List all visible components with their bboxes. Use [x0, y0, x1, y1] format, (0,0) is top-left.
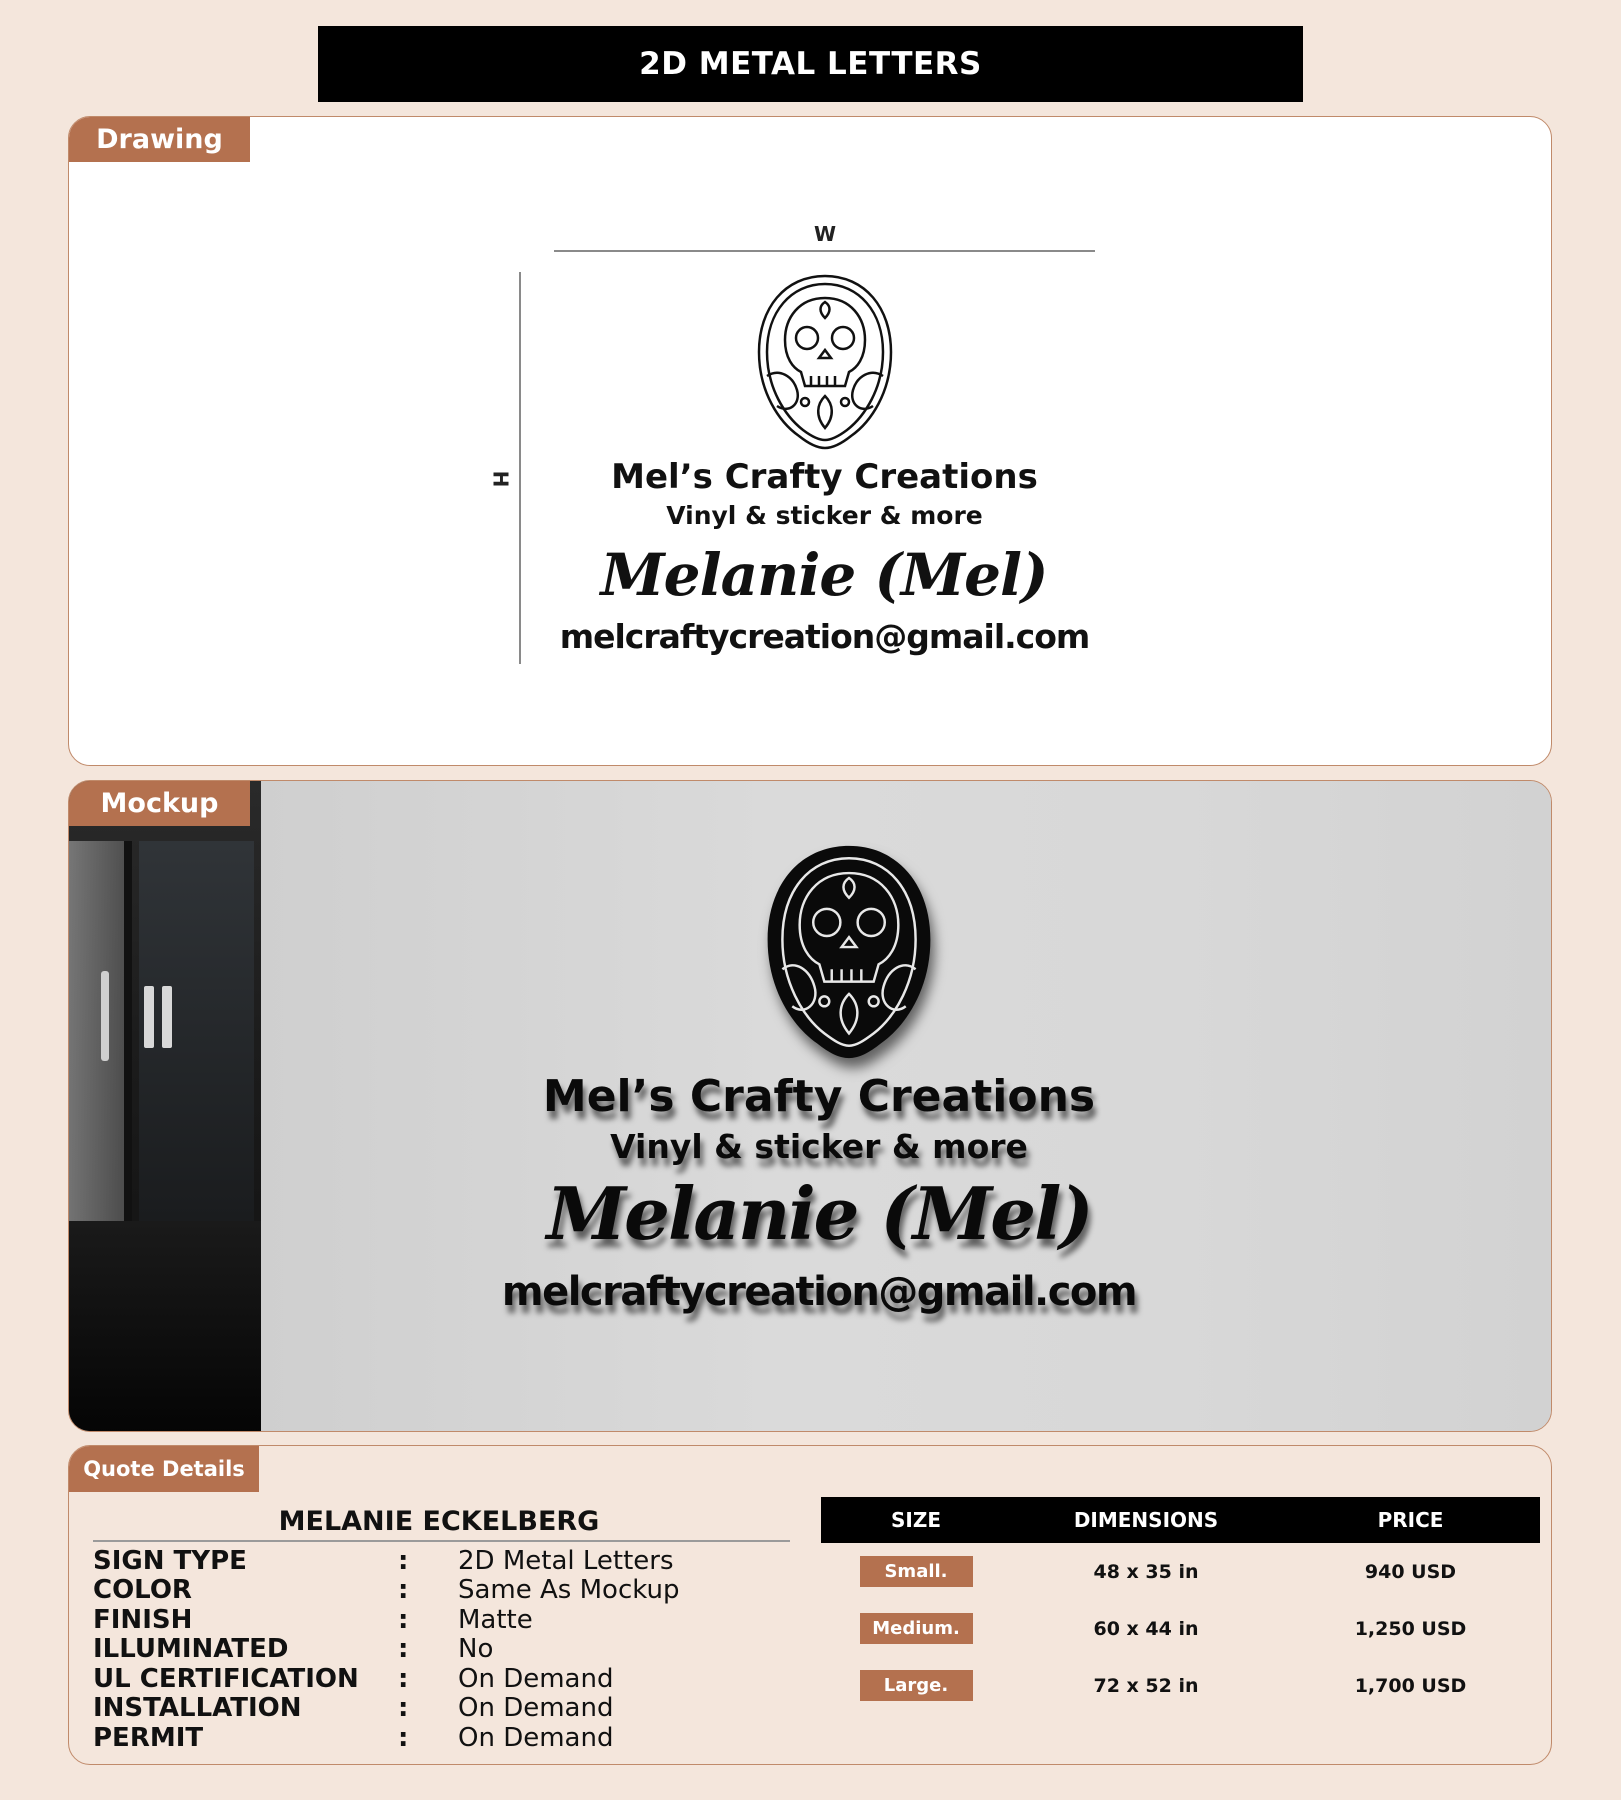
price-cell: 940 USD — [1364, 1560, 1457, 1583]
spec-separator: : — [398, 1722, 409, 1753]
spec-value: 2D Metal Letters — [458, 1545, 674, 1576]
spec-separator: : — [398, 1634, 409, 1665]
page-title: 2D METAL LETTERS — [318, 26, 1303, 102]
table-row — [821, 1657, 1540, 1714]
mockup-owner-name: Melanie (Mel) — [546, 1171, 1092, 1256]
drawing-tagline: Vinyl & sticker & more — [666, 501, 983, 530]
mockup-panel — [68, 780, 1552, 1432]
spec-value: On Demand — [458, 1663, 614, 1694]
door-frame — [124, 841, 132, 1221]
size-cell — [821, 1556, 1011, 1587]
table-row — [821, 1600, 1540, 1657]
spec-value: No — [458, 1634, 494, 1665]
spec-label: COLOR — [93, 1575, 192, 1606]
door-handle — [144, 986, 154, 1048]
width-dimension-label: W — [814, 222, 837, 246]
size-badge: Small. — [860, 1556, 973, 1587]
floor — [69, 1221, 261, 1432]
spec-separator: : — [398, 1604, 409, 1635]
spec-row — [93, 1605, 680, 1635]
mockup-email: melcraftycreation@gmail.com — [501, 1269, 1137, 1315]
door-handle — [162, 986, 172, 1048]
spec-separator: : — [398, 1545, 409, 1576]
spec-row — [93, 1694, 680, 1724]
skull-logo-metal — [754, 841, 944, 1063]
dimensions-column-header: DIMENSIONS — [1073, 1508, 1219, 1532]
price-cell: 1,700 USD — [1354, 1674, 1467, 1697]
spec-row — [93, 1635, 680, 1665]
dimensions-cell: 72 x 52 in — [1093, 1674, 1199, 1697]
spec-value: On Demand — [458, 1693, 614, 1724]
spec-row — [93, 1546, 680, 1576]
dimensions-cell: 60 x 44 in — [1093, 1617, 1199, 1640]
spec-value: On Demand — [458, 1722, 614, 1753]
mockup-tagline: Vinyl & sticker & more — [610, 1127, 1028, 1166]
height-dimension-label: H — [488, 470, 513, 488]
spec-value: Same As Mockup — [458, 1575, 680, 1606]
spec-row — [93, 1723, 680, 1753]
quote-details-panel — [68, 1445, 1552, 1765]
price-table-header — [821, 1497, 1540, 1543]
dimensions-cell: 48 x 35 in — [1093, 1560, 1199, 1583]
size-column-header: SIZE — [890, 1508, 941, 1532]
spec-row — [93, 1664, 680, 1694]
quote-tab-label: Quote Details — [69, 1446, 259, 1492]
spec-separator: : — [398, 1663, 409, 1694]
spec-label: SIGN TYPE — [93, 1545, 247, 1576]
spec-separator: : — [398, 1693, 409, 1724]
drawing-owner-name: Melanie (Mel) — [600, 541, 1048, 609]
spec-label: PERMIT — [93, 1722, 204, 1753]
customer-name: MELANIE ECKELBERG — [278, 1506, 600, 1537]
spec-label: INSTALLATION — [93, 1693, 302, 1724]
mockup-tab-label: Mockup — [69, 781, 250, 826]
spec-separator: : — [398, 1575, 409, 1606]
spec-label: UL CERTIFICATION — [93, 1663, 359, 1694]
spec-label: FINISH — [93, 1604, 193, 1635]
drawing-panel — [68, 116, 1552, 766]
size-badge: Medium. — [860, 1613, 973, 1644]
door-pane — [139, 841, 254, 1221]
drawing-email: melcraftycreation@gmail.com — [559, 617, 1090, 656]
price-column-header: PRICE — [1377, 1508, 1444, 1532]
spec-list — [93, 1546, 680, 1753]
drawing-business-name: Mel’s Crafty Creations — [611, 457, 1038, 497]
drawing-tab-label: Drawing — [69, 117, 250, 162]
spec-row — [93, 1576, 680, 1606]
mockup-business-name: Mel’s Crafty Creations — [542, 1071, 1096, 1122]
door-handle — [101, 971, 109, 1061]
spec-value: Matte — [458, 1604, 533, 1635]
door-glass — [69, 841, 124, 1221]
table-row — [821, 1543, 1540, 1600]
size-cell — [821, 1670, 1011, 1701]
glass-door-background — [69, 781, 261, 1432]
width-dimension-line — [554, 250, 1095, 252]
size-cell — [821, 1613, 1011, 1644]
skull-logo-outline — [749, 272, 901, 452]
price-cell: 1,250 USD — [1354, 1617, 1467, 1640]
size-badge: Large. — [860, 1670, 973, 1701]
spec-label: ILLUMINATED — [93, 1634, 289, 1665]
customer-divider — [93, 1540, 790, 1542]
price-table — [821, 1497, 1540, 1714]
